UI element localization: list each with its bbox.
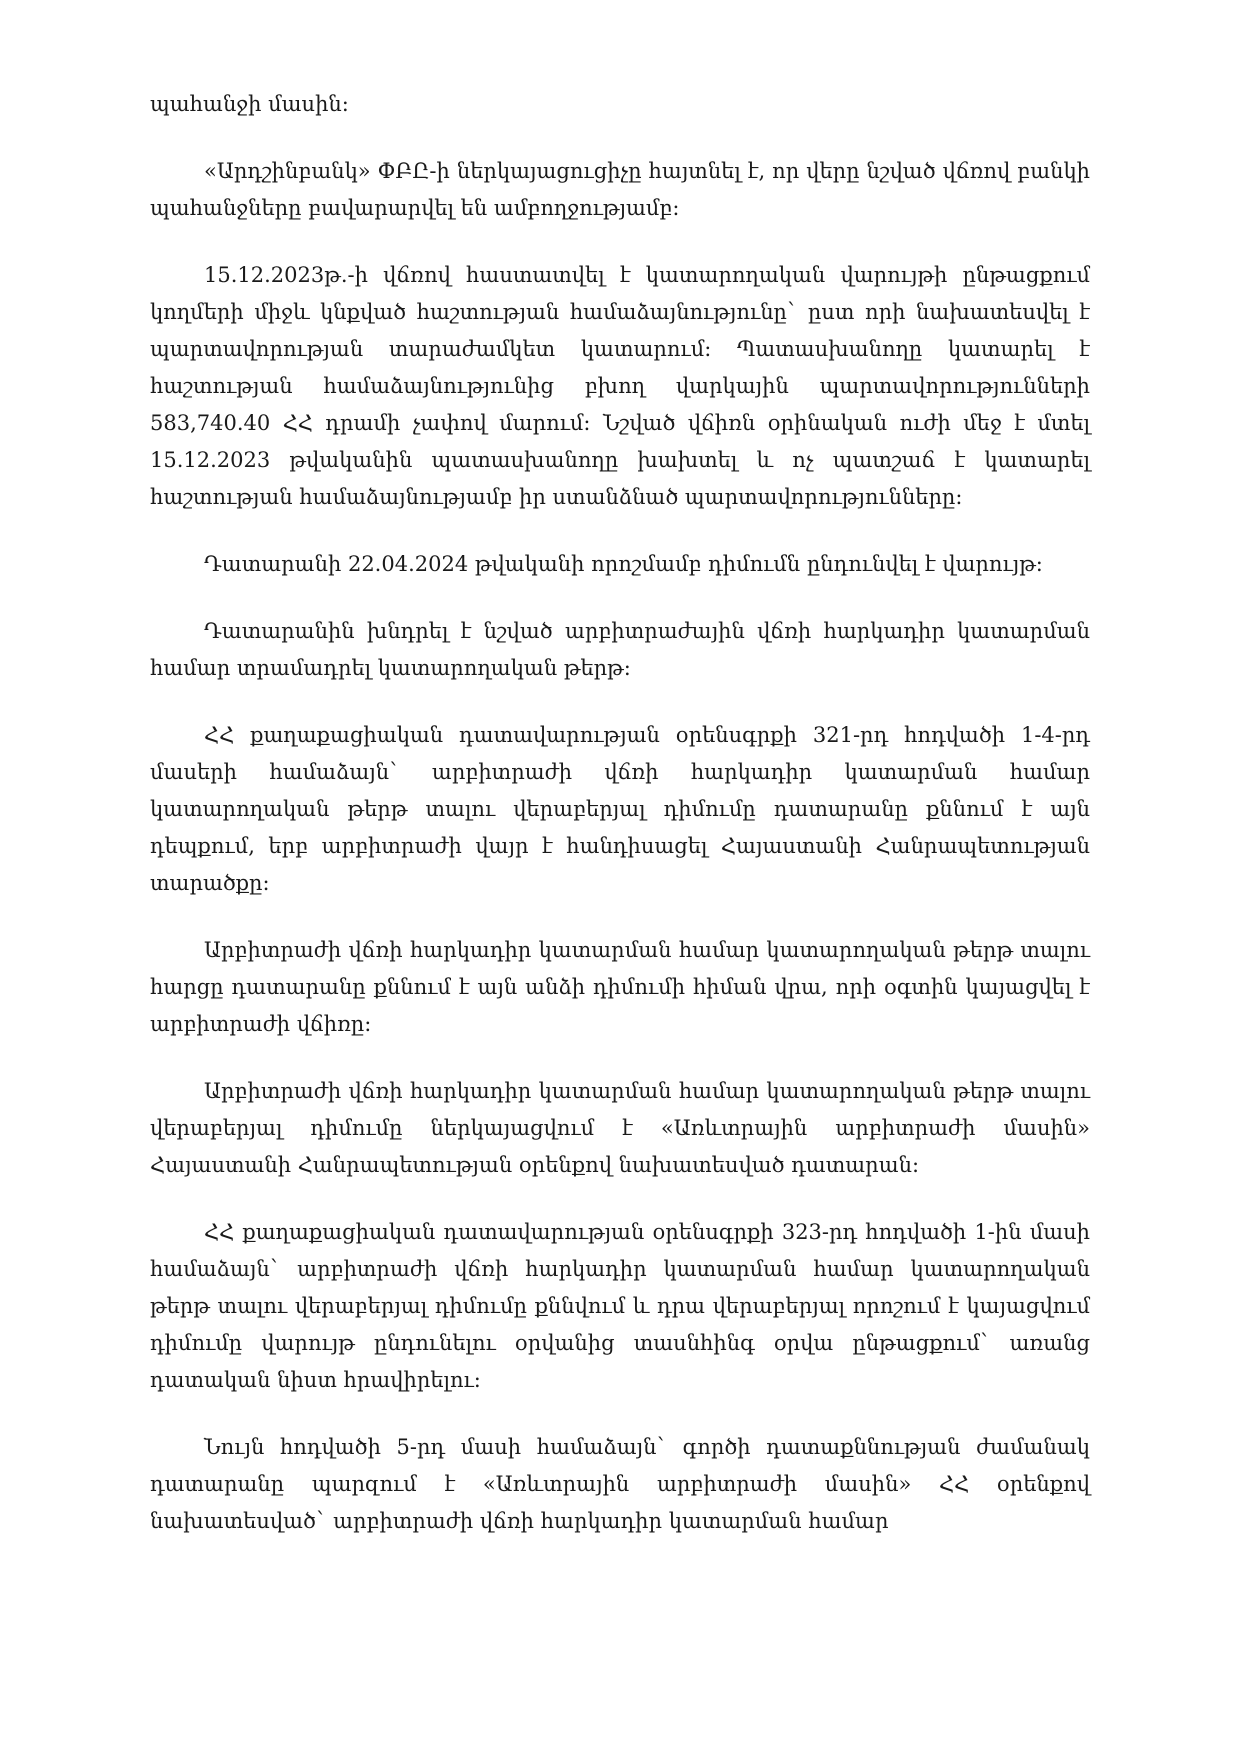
paragraph-continuation: պահանջի մասին: <box>150 92 349 116</box>
paragraph-article-323-part-5: Նույն հոդվածի 5-րդ մասի համաձայն` գործի դատաքննության ժամանակ դատարանը պարզում է «Առևտրային արբիտրաժի մասին» ՀՀ օրենքով նախատեսված` արբիտրաժի վճռի հարկադիր կատարման համար <box>150 1435 1090 1533</box>
paragraph-request: Դատարանին խնդրել է նշված արբիտրաժային վճռի հարկադիր կատարման համար տրամադրել կատարողական թերթ: <box>150 619 1090 680</box>
document-page <box>150 86 1090 1540</box>
paragraph-court-acceptance: Դատարանի 22.04.2024 թվականի որոշմամբ դիմումն ընդունվել է վարույթ: <box>204 552 1043 576</box>
paragraph-bank-statement: «Արդշինբանկ» ՓԲԸ-ի ներկայացուցիչը հայտնել է, որ վերը նշված վճռով բանկի պահանջները բավարարվել են ամբողջությամբ: <box>150 159 1090 220</box>
paragraph-article-323: ՀՀ քաղաքացիական դատավարության օրենսգրքի 323-րդ հոդվածի 1-ին մասի համաձայն` արբիտրաժի վճռի հարկադիր կատարման համար կատարողական թերթ տալու վերաբերյալ դիմումը քննվում և դրա վերաբերյալ որոշում է կայացվում դիմումը վարույթ ընդունելու օրվանից տասնհինգ օրվա ընթացքում` առանց դատական նիստ հրավիրելու: <box>150 1220 1090 1392</box>
paragraph-article-321: ՀՀ քաղաքացիական դատավարության օրենսգրքի 321-րդ հոդվածի 1-4-րդ մասերի համաձայն` արբիտրաժի վճռի հարկադիր կատարման համար կատարողական թերթ տալու վերաբերյալ դիմումը դատարանը քննում է այն դեպքում, երբ արբիտրաժի վայր է հանդիսացել Հայաստանի Հանրապետության տարածքը: <box>150 723 1090 895</box>
paragraph-competent-court: Արբիտրաժի վճռի հարկադիր կատարման համար կատարողական թերթ տալու վերաբերյալ դիմումը ներկայացվում է «Առևտրային արբիտրաժի մասին» Հայաստանի Հանրապետության օրենքով նախատեսված դատարան: <box>150 1079 1090 1177</box>
paragraph-applicant: Արբիտրաժի վճռի հարկադիր կատարման համար կատարողական թերթ տալու հարցը դատարանը քննում է այն անձի դիմումի հիման վրա, որի օգտին կայացվել է արբիտրաժի վճիռը: <box>150 938 1090 1036</box>
paragraph-settlement-agreement: 15.12.2023թ.-ի վճռով հաստատվել է կատարողական վարույթի ընթացքում կողմերի միջև կնքված հաշտության համաձայնությունը` ըստ որի նախատեսվել է պարտավորության տարաժամկետ կատարում: Պատասխանողը կատարել է հաշտության համաձայնությունից բխող վարկային պարտավորությունների 583,740.40 ՀՀ դրամի չափով մարում: Նշված վճիռն օրինական ուժի մեջ է մտել 15.12.2023 թվականին պատասխանողը խախտել և ոչ պատշաճ է կատարել հաշտության համաձայնությամբ իր ստանձնած պարտավորությունները: <box>150 263 1090 509</box>
